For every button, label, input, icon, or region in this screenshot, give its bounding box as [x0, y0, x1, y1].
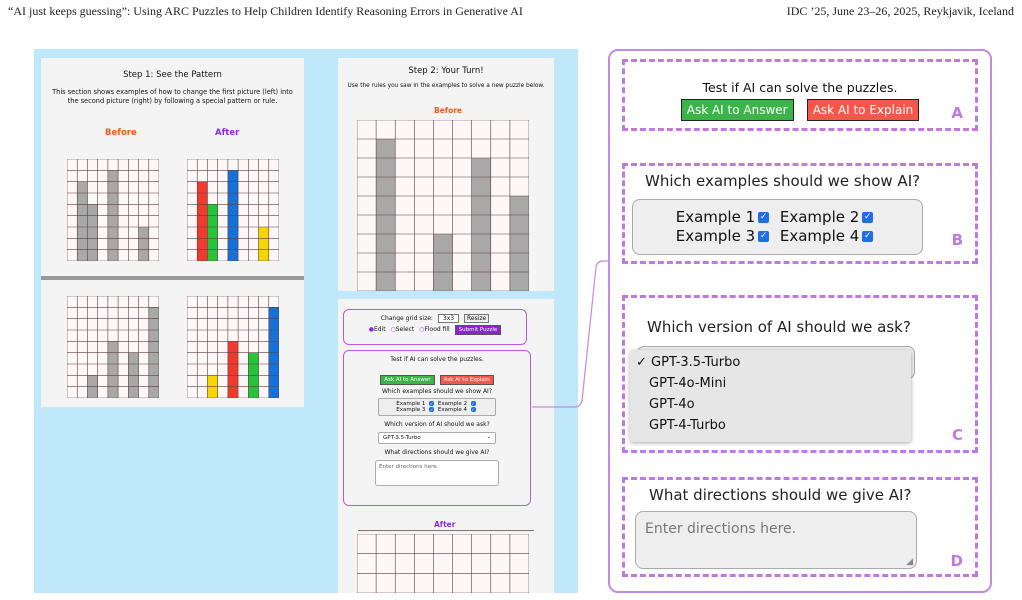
example1-label: Example 1 [675, 208, 756, 226]
example3-checkbox[interactable]: ✓ [759, 231, 768, 241]
mini-directions-question: What directions should we give AI? [384, 449, 490, 456]
version-question: Which version of AI should we ask? [647, 318, 911, 336]
mini-version-question: Which version of AI should we ask? [384, 421, 490, 428]
mini-example4-checkbox[interactable]: ✓ [471, 407, 475, 412]
mini-example3-checkbox[interactable]: ✓ [429, 407, 434, 412]
version-option-2[interactable]: GPT-4o-Mini [649, 376, 727, 391]
ask-ai-explain-button[interactable]: Ask AI to Explain [807, 99, 920, 121]
grid-bar [77, 182, 87, 261]
grid-bar [197, 182, 207, 261]
section-a [622, 59, 978, 131]
example4-checkbox[interactable]: ✓ [864, 231, 872, 241]
mini-example1-checkbox[interactable]: ✓ [429, 401, 434, 406]
resize-button[interactable]: Resize [464, 314, 489, 323]
examples-question: Which examples should we show AI? [645, 172, 921, 190]
paper-running-title: “AI just keeps guessing”: Using ARC Puzzles to Help Children Identify Reasoning Errors in Generative AI [8, 4, 523, 18]
interface-screenshot [34, 49, 578, 593]
step2-after-label: After [434, 520, 456, 529]
section-b [622, 163, 978, 264]
example1-input-grid [67, 159, 159, 261]
step1-panel [41, 58, 304, 407]
ai-controls-mini [343, 350, 531, 506]
version-dropdown-menu [630, 350, 911, 442]
grid-size-label: Change grid size: [380, 315, 433, 322]
ask-ai-answer-button[interactable]: Ask AI to Answer [681, 99, 794, 121]
grid-bar [510, 196, 529, 291]
step2-description: Use the rules you saw in the examples to solve a new puzzle below. [347, 83, 545, 89]
label-d: D [950, 552, 963, 570]
mini-examples-box: Example 1 ✓ Example 2 ✓ Example 3 ✓ Example 4 ✓ [378, 398, 496, 416]
radio-flood[interactable]: ○ [419, 326, 425, 333]
example-divider [41, 276, 304, 280]
directions-placeholder: Enter directions here. [645, 521, 797, 537]
example3-label: Example 3 [675, 227, 756, 245]
mini-examples-question: Which examples should we show AI? [381, 388, 493, 395]
mini-directions-textarea[interactable]: Enter directions here. [375, 460, 499, 486]
grid-background [357, 534, 529, 593]
radio-select[interactable]: ○ [390, 326, 396, 333]
checkmark-icon: ✓ [636, 355, 652, 370]
label-c: C [951, 426, 963, 444]
grid-controls [343, 309, 527, 345]
section-d [622, 477, 978, 577]
version-option-3[interactable]: GPT-4o [649, 397, 695, 412]
submit-puzzle-button[interactable]: Submit Puzzle [455, 325, 502, 335]
version-option-1[interactable]: ✓ GPT-3.5-Turbo [636, 355, 741, 370]
step1-description: This section shows examples of how to change the first picture (left) into the second picture (right) by following a special pattern or rule. [52, 88, 293, 105]
grid-bar [259, 227, 269, 261]
step1-before-label: Before [105, 128, 137, 138]
grid-bar [108, 341, 118, 398]
example2-output-grid [187, 296, 279, 398]
mini-ask-answer-button[interactable]: Ask AI to Answer [380, 375, 434, 385]
zoomed-ai-controls [608, 49, 992, 593]
step2-before-label: Before [434, 106, 463, 115]
resize-handle-icon: ◢ [906, 557, 913, 567]
controls-panel [338, 299, 554, 593]
test-ai-text: Test if AI can solve the puzzles. [702, 80, 898, 95]
example4-label: Example 4 [779, 227, 860, 245]
mini-version-select[interactable]: GPT-3.5-Turbo ⌄ [378, 432, 496, 444]
version-option-4[interactable]: GPT-4-Turbo [649, 418, 726, 433]
test-input-grid[interactable] [357, 120, 529, 291]
step1-after-label: After [215, 128, 240, 138]
example1-output-grid [187, 159, 279, 261]
step1-title: Step 1: See the Pattern [123, 70, 222, 80]
section-c [622, 295, 978, 453]
examples-box [632, 199, 923, 255]
mini-test-text: Test if AI can solve the puzzles. [390, 356, 484, 363]
mode-flood-label: Flood fill [424, 326, 450, 333]
zoom-connector [530, 255, 612, 415]
test-output-grid[interactable] [357, 534, 529, 593]
grid-size-input[interactable]: 3x3 [438, 314, 459, 323]
grid-bar [472, 158, 491, 291]
mode-edit-label: Edit [373, 326, 386, 333]
step2-title: Step 2: Your Turn! [408, 66, 484, 76]
step2-panel [338, 58, 554, 291]
grid-bar [433, 234, 452, 291]
grid-bar [139, 227, 149, 261]
label-a: A [951, 104, 963, 122]
grid-bar [228, 341, 238, 398]
chevron-down-icon: ⌄ [486, 434, 491, 440]
radio-edit[interactable]: ● [368, 326, 374, 333]
example2-input-grid [67, 296, 159, 398]
mode-select-label: Select [395, 326, 415, 333]
grid-bar [207, 204, 217, 261]
example1-checkbox[interactable]: ✓ [759, 212, 768, 222]
mini-example2-checkbox[interactable]: ✓ [471, 401, 475, 406]
directions-textarea[interactable] [635, 511, 917, 569]
paper-venue: IDC ’25, June 23–26, 2025, Reykjavik, Iceland [786, 4, 1014, 18]
after-divider [358, 530, 534, 531]
example2-label: Example 2 [779, 208, 860, 226]
mini-ask-explain-button[interactable]: Ask AI to Explain [440, 375, 494, 385]
example2-checkbox[interactable]: ✓ [864, 212, 872, 222]
directions-question: What directions should we give AI? [649, 486, 912, 504]
grid-bar [87, 204, 97, 261]
label-b: B [951, 231, 963, 249]
